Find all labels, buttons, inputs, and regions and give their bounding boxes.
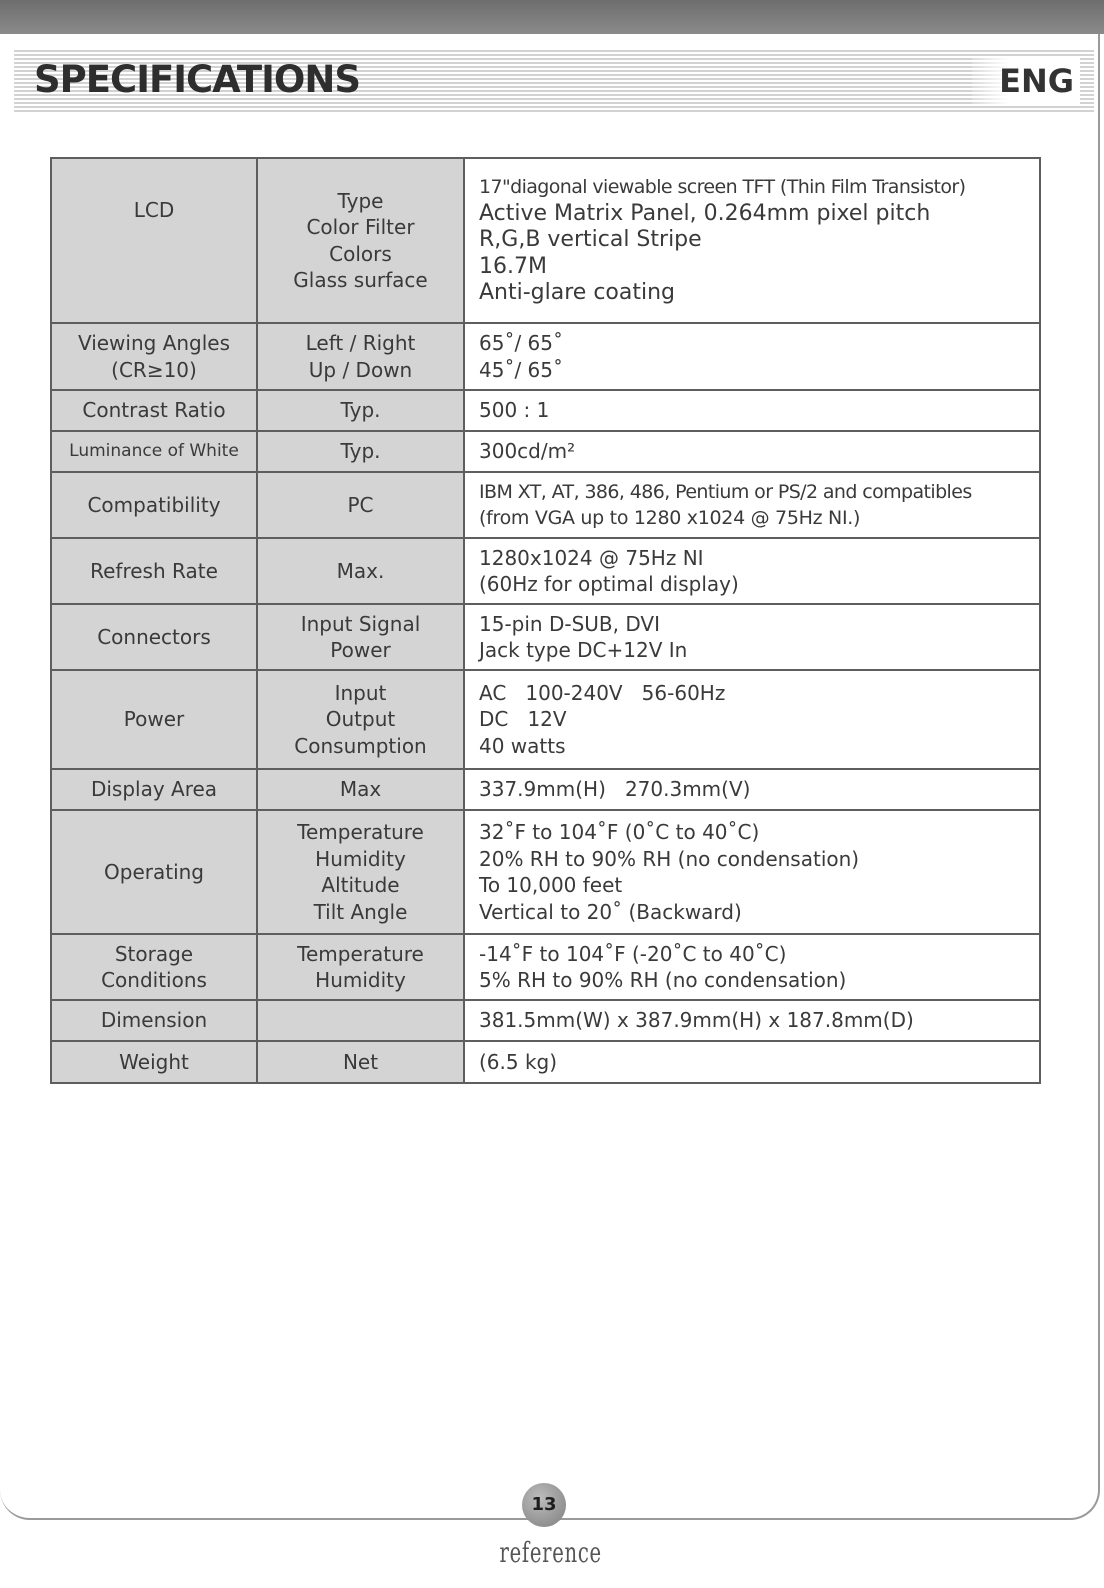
row-label (51, 323, 257, 390)
label-line: (CR≥10) (111, 357, 197, 382)
table-row-display-area (51, 769, 1040, 810)
row-value (464, 390, 1040, 431)
value-line: AC 100-240V 56-60Hz (479, 680, 726, 705)
value-line: -14˚F to 104˚F (-20˚C to 40˚C) (479, 941, 787, 966)
language-tag: ENG (972, 56, 1080, 106)
value-line: 17"diagonal viewable screen TFT (Thin Film Transistor) (479, 176, 966, 199)
table-row-storage-conditions (51, 934, 1040, 1000)
table-row-dimension (51, 1000, 1040, 1041)
sublabel-line: Humidity (315, 968, 406, 992)
sublabel-line: Tilt Angle (313, 899, 408, 924)
value-line: To 10,000 feet (479, 873, 623, 897)
row-value (464, 323, 1040, 390)
row-label (51, 1000, 257, 1041)
value-line: 45˚/ 65˚ (479, 357, 563, 382)
row-label (51, 934, 257, 1000)
value-line: 40 watts (479, 733, 566, 758)
table-row-luminance (51, 431, 1040, 472)
row-label (51, 1041, 257, 1083)
row-sublabel (257, 1041, 464, 1083)
sublabel-line: Net (342, 1049, 379, 1074)
label-line: Viewing Angles (77, 331, 231, 355)
row-sublabel (257, 810, 464, 934)
value-line: Active Matrix Panel, 0.264mm pixel pitch (479, 200, 931, 226)
label-line: Contrast Ratio (82, 398, 226, 423)
sublabel-line: Color Filter (306, 215, 415, 239)
sublabel-line: Temperature (297, 820, 424, 844)
label-line: Refresh Rate (90, 558, 218, 583)
row-label (51, 769, 257, 810)
row-value (464, 604, 1040, 670)
label-line: Dimension (100, 1008, 208, 1033)
table-row-lcd (51, 158, 1040, 323)
row-label (51, 810, 257, 934)
table-row-weight (51, 1041, 1040, 1083)
sublabel-line: PC (347, 492, 374, 517)
sublabel-line: Max. (336, 558, 385, 583)
table-row-connectors (51, 604, 1040, 670)
value-line: 32˚F to 104˚F (0˚C to 40˚C) (479, 820, 760, 844)
label-line: Display Area (90, 777, 218, 802)
value-line: 15-pin D-SUB, DVI (479, 611, 660, 636)
label-line: Conditions (101, 968, 207, 992)
row-value (464, 158, 1040, 323)
sublabel-line: Power (330, 638, 391, 662)
value-line: 16.7M (479, 253, 547, 279)
table-row-refresh-rate (51, 538, 1040, 604)
sublabel-line: Type (337, 188, 384, 213)
row-label (51, 604, 257, 670)
row-sublabel (257, 323, 464, 390)
value-line: 5% RH to 90% RH (no condensation) (479, 968, 847, 992)
label-line: Power (123, 707, 185, 732)
sublabel-line: Typ. (340, 398, 381, 423)
row-sublabel (257, 538, 464, 604)
sublabel-line: Temperature (297, 941, 424, 966)
sublabel-line: Input (334, 680, 387, 705)
value-line: Anti-glare coating (479, 280, 676, 306)
row-sublabel (257, 390, 464, 431)
row-sublabel (257, 431, 464, 472)
row-value (464, 538, 1040, 604)
table-row-compatibility (51, 472, 1040, 538)
row-sublabel (257, 158, 464, 323)
label-line: Connectors (97, 624, 211, 649)
table-row-operating (51, 810, 1040, 934)
row-label (51, 670, 257, 769)
row-label (51, 158, 257, 323)
label-line: LCD (133, 198, 175, 223)
value-line: R,G,B vertical Stripe (479, 227, 702, 253)
page-title: SPECIFICATIONS (34, 58, 360, 101)
page-number-badge: 13 (522, 1483, 566, 1527)
specifications-table (50, 157, 1041, 1084)
row-value (464, 472, 1040, 538)
row-sublabel (257, 1000, 464, 1041)
table-row-power (51, 670, 1040, 769)
value-line: 337.9mm(H) 270.3mm(V) (479, 777, 751, 802)
row-sublabel (257, 934, 464, 1000)
value-line: DC 12V (479, 707, 567, 732)
row-value (464, 769, 1040, 810)
value-line: 20% RH to 90% RH (no condensation) (479, 846, 860, 871)
row-label (51, 431, 257, 472)
label-line: Luminance of White (69, 441, 239, 462)
label-line: Operating (104, 859, 204, 884)
sublabel-line: Left / Right (305, 331, 416, 355)
value-line: (60Hz for optimal display) (479, 572, 739, 596)
sublabel-line: Colors (329, 241, 392, 266)
row-value (464, 934, 1040, 1000)
row-sublabel (257, 472, 464, 538)
sublabel-line: Max (339, 777, 382, 802)
value-line: 300cd/m² (479, 439, 576, 464)
sublabel-line: Output (325, 707, 396, 732)
value-line: 65˚/ 65˚ (479, 331, 563, 355)
row-label (51, 390, 257, 431)
row-sublabel (257, 670, 464, 769)
value-line: IBM XT, AT, 386, 486, Pentium or PS/2 and compatibles (479, 480, 972, 503)
label-line: Compatibility (87, 492, 221, 517)
sublabel-line: Input Signal (300, 611, 421, 636)
table-row-contrast-ratio (51, 390, 1040, 431)
value-line: 381.5mm(W) x 387.9mm(H) x 187.8mm(D) (479, 1008, 914, 1033)
top-band (0, 0, 1104, 34)
row-value (464, 431, 1040, 472)
value-line: (from VGA up to 1280 x1024 @ 75Hz NI.) (479, 507, 861, 529)
row-label (51, 538, 257, 604)
row-value (464, 810, 1040, 934)
value-line: Vertical to 20˚ (Backward) (479, 899, 742, 924)
sublabel-line: Humidity (315, 846, 406, 871)
sublabel-line: Glass surface (293, 268, 428, 292)
value-line: Jack type DC+12V In (479, 638, 688, 662)
sublabel-line: Up / Down (308, 357, 413, 382)
row-value (464, 1000, 1040, 1041)
label-line: Weight (119, 1049, 189, 1074)
row-sublabel (257, 604, 464, 670)
label-line: Storage (114, 941, 194, 966)
sublabel-line: Typ. (340, 439, 381, 464)
value-line: 500 : 1 (479, 398, 550, 423)
footer-section-label: reference (499, 1536, 602, 1569)
row-sublabel (257, 769, 464, 810)
row-label (51, 472, 257, 538)
sublabel-line: Consumption (294, 733, 427, 758)
page-header (14, 48, 1094, 114)
sublabel-line: Altitude (321, 873, 400, 897)
row-value (464, 1041, 1040, 1083)
value-line: 1280x1024 @ 75Hz NI (479, 545, 704, 570)
row-value (464, 670, 1040, 769)
value-line: (6.5 kg) (479, 1049, 558, 1074)
table-row-viewing-angles (51, 323, 1040, 390)
